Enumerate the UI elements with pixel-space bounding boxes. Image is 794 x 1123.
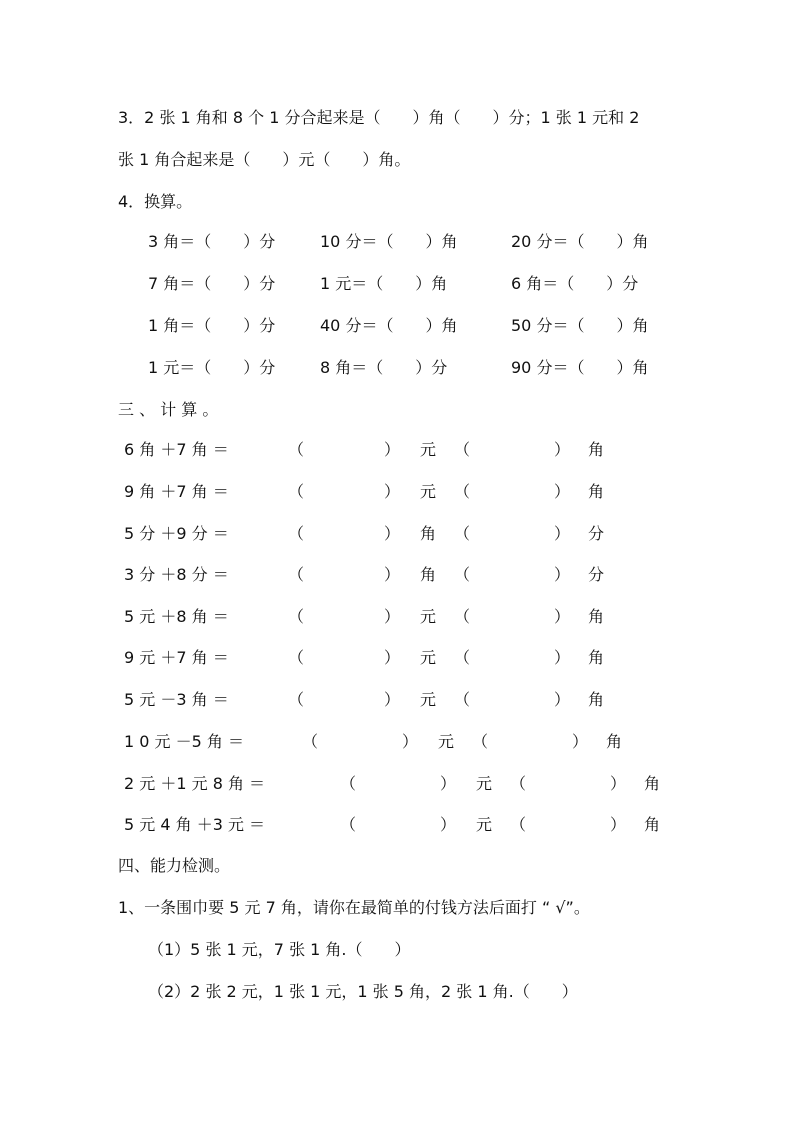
unit-2: 分 <box>588 524 605 543</box>
close-paren: ） <box>554 607 571 626</box>
close-paren: ） <box>554 482 571 501</box>
option-1: （1）5 张 1 元，7 张 1 角.（ ） <box>148 940 411 959</box>
open-paren: （ <box>454 482 471 501</box>
unit-1: 元 <box>438 732 455 751</box>
unit-2: 角 <box>588 607 605 626</box>
close-paren: ） <box>384 482 401 501</box>
unit-2: 角 <box>606 732 623 751</box>
open-paren: （ <box>288 607 305 626</box>
unit-2: 角 <box>644 774 661 793</box>
close-paren: ） <box>384 524 401 543</box>
conversion-item: 1 元＝（ ）分 <box>148 358 276 377</box>
close-paren: ） <box>554 440 571 459</box>
question-3-line-1: 3．2 张 1 角和 8 个 1 分合起来是（ ）角（ ）分；1 张 1 元和 2 <box>118 108 640 127</box>
unit-1: 角 <box>420 565 437 584</box>
close-paren: ） <box>554 524 571 543</box>
open-paren: （ <box>340 774 357 793</box>
open-paren: （ <box>454 690 471 709</box>
calc-expression: 3 分 ＋8 分 ＝ <box>124 565 229 584</box>
open-paren: （ <box>288 565 305 584</box>
close-paren: ） <box>384 607 401 626</box>
close-paren: ） <box>402 732 419 751</box>
open-paren: （ <box>288 690 305 709</box>
section-4-title: 四、能力检测。 <box>118 856 231 875</box>
open-paren: （ <box>472 732 489 751</box>
conversion-item: 10 分＝（ ）角 <box>320 232 458 251</box>
question-1-text: 1、一条围巾要 5 元 7 角，请你在最简单的付钱方法后面打 “ √”。 <box>118 898 590 917</box>
open-paren: （ <box>510 774 527 793</box>
open-paren: （ <box>454 648 471 667</box>
calc-expression: 9 元 ＋7 角 ＝ <box>124 648 229 667</box>
open-paren: （ <box>288 524 305 543</box>
calc-expression: 6 角 ＋7 角 ＝ <box>124 440 229 459</box>
calc-expression: 1 0 元 －5 角 ＝ <box>124 732 244 751</box>
unit-1: 元 <box>420 648 437 667</box>
unit-1: 角 <box>420 524 437 543</box>
unit-2: 角 <box>644 815 661 834</box>
question-3-line-2: 张 1 角合起来是（ ）元（ ）角。 <box>118 150 411 169</box>
close-paren: ） <box>440 774 457 793</box>
unit-1: 元 <box>420 482 437 501</box>
unit-1: 元 <box>420 607 437 626</box>
calc-expression: 9 角 ＋7 角 ＝ <box>124 482 229 501</box>
conversion-item: 50 分＝（ ）角 <box>511 316 649 335</box>
open-paren: （ <box>288 440 305 459</box>
close-paren: ） <box>572 732 589 751</box>
unit-2: 角 <box>588 690 605 709</box>
open-paren: （ <box>454 440 471 459</box>
open-paren: （ <box>510 815 527 834</box>
close-paren: ） <box>610 815 627 834</box>
close-paren: ） <box>384 690 401 709</box>
calc-expression: 2 元 ＋1 元 8 角 ＝ <box>124 774 266 793</box>
unit-2: 角 <box>588 482 605 501</box>
conversion-item: 3 角＝（ ）分 <box>148 232 276 251</box>
close-paren: ） <box>610 774 627 793</box>
calc-expression: 5 元 ＋8 角 ＝ <box>124 607 229 626</box>
unit-2: 角 <box>588 440 605 459</box>
unit-1: 元 <box>476 774 493 793</box>
conversion-item: 40 分＝（ ）角 <box>320 316 458 335</box>
open-paren: （ <box>288 648 305 667</box>
open-paren: （ <box>454 565 471 584</box>
conversion-item: 7 角＝（ ）分 <box>148 274 276 293</box>
close-paren: ） <box>440 815 457 834</box>
open-paren: （ <box>288 482 305 501</box>
conversion-item: 20 分＝（ ）角 <box>511 232 649 251</box>
close-paren: ） <box>384 565 401 584</box>
unit-1: 元 <box>420 690 437 709</box>
close-paren: ） <box>384 440 401 459</box>
unit-1: 元 <box>420 440 437 459</box>
section-3-title: 三 、 计 算 。 <box>118 400 219 419</box>
close-paren: ） <box>384 648 401 667</box>
calc-expression: 5 分 ＋9 分 ＝ <box>124 524 229 543</box>
unit-2: 分 <box>588 565 605 584</box>
calc-expression: 5 元 －3 角 ＝ <box>124 690 229 709</box>
unit-1: 元 <box>476 815 493 834</box>
question-4-title: 4．换算。 <box>118 192 193 211</box>
conversion-item: 90 分＝（ ）角 <box>511 358 649 377</box>
calc-expression: 5 元 4 角 ＋3 元 ＝ <box>124 815 266 834</box>
open-paren: （ <box>454 524 471 543</box>
close-paren: ） <box>554 648 571 667</box>
open-paren: （ <box>302 732 319 751</box>
close-paren: ） <box>554 565 571 584</box>
open-paren: （ <box>454 607 471 626</box>
unit-2: 角 <box>588 648 605 667</box>
conversion-item: 1 角＝（ ）分 <box>148 316 276 335</box>
conversion-item: 1 元＝（ ）角 <box>320 274 448 293</box>
conversion-item: 8 角＝（ ）分 <box>320 358 448 377</box>
open-paren: （ <box>340 815 357 834</box>
conversion-item: 6 角＝（ ）分 <box>511 274 639 293</box>
option-2: （2）2 张 2 元，1 张 1 元，1 张 5 角，2 张 1 角.（ ） <box>148 982 578 1001</box>
close-paren: ） <box>554 690 571 709</box>
